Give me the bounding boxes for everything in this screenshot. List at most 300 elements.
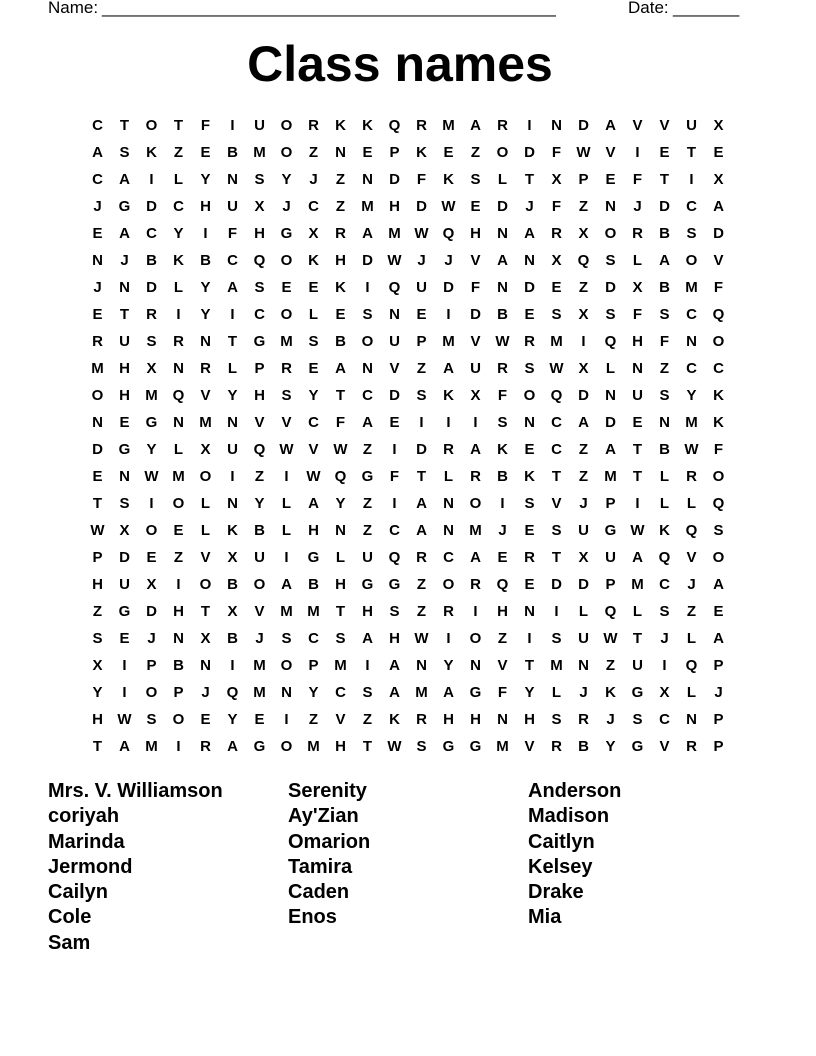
grid-letter[interactable]: N — [119, 468, 130, 485]
grid-letter[interactable]: S — [713, 522, 724, 539]
grid-letter[interactable]: I — [635, 495, 640, 512]
grid-letter[interactable]: E — [470, 198, 481, 215]
grid-letter[interactable]: I — [527, 117, 532, 134]
grid-letter[interactable]: S — [92, 630, 103, 647]
grid-letter[interactable]: S — [605, 252, 616, 269]
grid-letter[interactable]: I — [365, 279, 370, 296]
grid-letter[interactable]: D — [146, 279, 157, 296]
grid-letter[interactable]: D — [578, 387, 589, 404]
grid-letter[interactable]: C — [686, 360, 697, 377]
grid-letter[interactable]: I — [230, 117, 235, 134]
grid-letter[interactable]: A — [362, 414, 373, 431]
grid-letter[interactable]: T — [551, 468, 562, 485]
grid-letter[interactable]: G — [307, 549, 320, 566]
grid-letter[interactable]: L — [632, 603, 643, 620]
grid-letter[interactable]: W — [279, 441, 294, 458]
grid-letter[interactable]: O — [469, 630, 482, 647]
grid-letter[interactable]: A — [578, 414, 589, 431]
grid-letter[interactable]: Z — [362, 441, 373, 458]
grid-letter[interactable]: N — [281, 684, 292, 701]
grid-letter[interactable]: T — [92, 738, 103, 755]
grid-letter[interactable]: J — [525, 198, 534, 215]
grid-letter[interactable]: Q — [685, 522, 698, 539]
grid-letter[interactable]: D — [524, 144, 535, 161]
grid-letter[interactable]: I — [554, 603, 559, 620]
grid-letter[interactable]: I — [149, 171, 154, 188]
grid-letter[interactable]: B — [254, 522, 265, 539]
grid-letter[interactable]: L — [686, 684, 697, 701]
grid-letter[interactable]: Z — [578, 279, 589, 296]
grid-letter[interactable]: F — [497, 684, 508, 701]
grid-letter[interactable]: U — [578, 630, 589, 647]
grid-letter[interactable]: O — [685, 252, 698, 269]
grid-letter[interactable]: M — [550, 333, 563, 350]
grid-letter[interactable]: I — [122, 657, 127, 674]
grid-letter[interactable]: O — [172, 711, 185, 728]
grid-letter[interactable]: D — [551, 576, 562, 593]
grid-letter[interactable]: Z — [335, 171, 346, 188]
grid-letter[interactable]: E — [308, 279, 319, 296]
grid-letter[interactable]: X — [227, 549, 238, 566]
grid-letter[interactable]: V — [389, 360, 400, 377]
grid-letter[interactable]: Q — [334, 468, 347, 485]
grid-letter[interactable]: K — [227, 522, 238, 539]
grid-letter[interactable]: O — [280, 117, 293, 134]
grid-letter[interactable]: J — [660, 630, 669, 647]
grid-letter[interactable]: Z — [578, 468, 589, 485]
grid-letter[interactable]: J — [417, 252, 426, 269]
grid-letter[interactable]: Q — [172, 387, 185, 404]
grid-letter[interactable]: X — [200, 441, 211, 458]
grid-letter[interactable]: F — [632, 171, 643, 188]
grid-letter[interactable]: Y — [335, 495, 346, 512]
grid-letter[interactable]: W — [144, 468, 159, 485]
grid-letter[interactable]: A — [470, 549, 481, 566]
grid-letter[interactable]: U — [578, 522, 589, 539]
grid-letter[interactable]: I — [500, 495, 505, 512]
grid-letter[interactable]: U — [632, 387, 643, 404]
grid-letter[interactable]: A — [362, 630, 373, 647]
grid-letter[interactable]: C — [92, 171, 103, 188]
grid-letter[interactable]: W — [684, 441, 699, 458]
grid-letter[interactable]: M — [280, 333, 293, 350]
grid-letter[interactable]: Z — [578, 198, 589, 215]
grid-letter[interactable]: P — [605, 495, 616, 512]
grid-letter[interactable]: M — [631, 576, 644, 593]
grid-letter[interactable]: A — [713, 576, 724, 593]
grid-letter[interactable]: X — [254, 198, 265, 215]
grid-letter[interactable]: V — [659, 738, 670, 755]
grid-letter[interactable]: O — [145, 522, 158, 539]
grid-letter[interactable]: P — [146, 657, 157, 674]
grid-letter[interactable]: Z — [254, 468, 265, 485]
grid-letter[interactable]: G — [145, 414, 158, 431]
grid-letter[interactable]: X — [200, 630, 211, 647]
grid-letter[interactable]: N — [200, 657, 211, 674]
grid-letter[interactable]: E — [92, 225, 103, 242]
grid-letter[interactable]: P — [578, 171, 589, 188]
grid-letter[interactable]: D — [416, 441, 427, 458]
grid-letter[interactable]: Y — [200, 306, 211, 323]
grid-letter[interactable]: L — [335, 549, 346, 566]
grid-letter[interactable]: Y — [200, 279, 211, 296]
grid-letter[interactable]: Y — [146, 441, 157, 458]
grid-letter[interactable]: Q — [658, 549, 671, 566]
grid-letter[interactable]: S — [146, 711, 157, 728]
grid-letter[interactable]: C — [173, 198, 184, 215]
grid-letter[interactable]: N — [416, 657, 427, 674]
grid-letter[interactable]: Z — [470, 144, 481, 161]
grid-letter[interactable]: A — [605, 441, 616, 458]
grid-letter[interactable]: I — [689, 171, 694, 188]
grid-letter[interactable]: R — [632, 225, 643, 242]
grid-letter[interactable]: B — [659, 441, 670, 458]
grid-letter[interactable]: C — [389, 522, 400, 539]
grid-letter[interactable]: L — [686, 630, 697, 647]
grid-letter[interactable]: S — [659, 387, 670, 404]
grid-letter[interactable]: N — [497, 225, 508, 242]
grid-letter[interactable]: E — [524, 441, 535, 458]
grid-letter[interactable]: V — [659, 117, 670, 134]
grid-letter[interactable]: P — [713, 657, 724, 674]
grid-letter[interactable]: U — [389, 333, 400, 350]
grid-letter[interactable]: B — [578, 738, 589, 755]
grid-letter[interactable]: J — [309, 171, 318, 188]
grid-letter[interactable]: Q — [496, 576, 509, 593]
grid-letter[interactable]: G — [361, 468, 374, 485]
grid-letter[interactable]: M — [253, 657, 266, 674]
grid-letter[interactable]: N — [227, 495, 238, 512]
grid-letter[interactable]: H — [362, 603, 373, 620]
grid-letter[interactable]: A — [335, 360, 346, 377]
grid-letter[interactable]: O — [145, 117, 158, 134]
grid-letter[interactable]: N — [92, 252, 103, 269]
grid-letter[interactable]: I — [149, 495, 154, 512]
grid-letter[interactable]: J — [498, 522, 507, 539]
grid-letter[interactable]: I — [635, 144, 640, 161]
grid-letter[interactable]: K — [389, 711, 400, 728]
grid-letter[interactable]: F — [389, 468, 400, 485]
grid-letter[interactable]: S — [551, 630, 562, 647]
grid-letter[interactable]: I — [581, 333, 586, 350]
grid-letter[interactable]: H — [335, 252, 346, 269]
grid-letter[interactable]: G — [280, 225, 293, 242]
grid-letter[interactable]: M — [280, 603, 293, 620]
grid-letter[interactable]: M — [388, 225, 401, 242]
grid-letter[interactable]: S — [524, 360, 535, 377]
grid-letter[interactable]: Q — [253, 441, 266, 458]
grid-letter[interactable]: S — [659, 603, 670, 620]
grid-letter[interactable]: C — [443, 549, 454, 566]
grid-letter[interactable]: J — [201, 684, 210, 701]
grid-letter[interactable]: S — [686, 225, 697, 242]
grid-letter[interactable]: A — [524, 225, 535, 242]
grid-letter[interactable]: A — [713, 198, 724, 215]
grid-letter[interactable]: V — [713, 252, 724, 269]
grid-letter[interactable]: U — [605, 549, 616, 566]
grid-letter[interactable]: D — [119, 549, 130, 566]
grid-letter[interactable]: Y — [308, 684, 319, 701]
grid-letter[interactable]: H — [524, 711, 535, 728]
grid-letter[interactable]: Q — [604, 333, 617, 350]
grid-letter[interactable]: F — [551, 198, 562, 215]
grid-letter[interactable]: Z — [578, 441, 589, 458]
grid-letter[interactable]: N — [524, 603, 535, 620]
grid-letter[interactable]: O — [712, 549, 725, 566]
grid-letter[interactable]: P — [605, 576, 616, 593]
grid-letter[interactable]: R — [200, 738, 211, 755]
grid-letter[interactable]: T — [632, 630, 643, 647]
grid-letter[interactable]: Z — [362, 522, 373, 539]
grid-letter[interactable]: N — [335, 522, 346, 539]
grid-letter[interactable]: E — [308, 360, 319, 377]
grid-letter[interactable]: J — [714, 684, 723, 701]
grid-letter[interactable]: A — [119, 738, 130, 755]
grid-letter[interactable]: D — [578, 117, 589, 134]
grid-letter[interactable]: C — [335, 684, 346, 701]
grid-letter[interactable]: D — [713, 225, 724, 242]
grid-letter[interactable]: L — [659, 495, 670, 512]
grid-letter[interactable]: L — [281, 522, 292, 539]
grid-letter[interactable]: Q — [442, 225, 455, 242]
grid-letter[interactable]: X — [713, 171, 724, 188]
grid-letter[interactable]: Y — [227, 387, 238, 404]
grid-letter[interactable]: C — [146, 225, 157, 242]
grid-letter[interactable]: I — [419, 414, 424, 431]
grid-letter[interactable]: L — [551, 684, 562, 701]
grid-letter[interactable]: Y — [605, 738, 616, 755]
grid-letter[interactable]: Y — [686, 387, 697, 404]
grid-letter[interactable]: W — [90, 522, 105, 539]
grid-letter[interactable]: P — [254, 360, 265, 377]
grid-letter[interactable]: R — [524, 549, 535, 566]
grid-letter[interactable]: F — [470, 279, 481, 296]
grid-letter[interactable]: W — [603, 630, 618, 647]
grid-letter[interactable]: H — [200, 198, 211, 215]
grid-letter[interactable]: Z — [416, 603, 427, 620]
grid-letter[interactable]: F — [713, 441, 724, 458]
grid-letter[interactable]: T — [335, 387, 346, 404]
grid-letter[interactable]: A — [605, 117, 616, 134]
grid-letter[interactable]: N — [497, 711, 508, 728]
grid-letter[interactable]: B — [200, 252, 211, 269]
grid-letter[interactable]: Z — [308, 711, 319, 728]
grid-letter[interactable]: Z — [362, 711, 373, 728]
grid-letter[interactable]: S — [605, 306, 616, 323]
grid-letter[interactable]: Z — [92, 603, 103, 620]
grid-letter[interactable]: S — [497, 414, 508, 431]
grid-letter[interactable]: Z — [335, 198, 346, 215]
grid-letter[interactable]: F — [497, 387, 508, 404]
grid-letter[interactable]: E — [119, 414, 130, 431]
grid-letter[interactable]: S — [362, 306, 373, 323]
grid-letter[interactable]: O — [172, 495, 185, 512]
grid-letter[interactable]: I — [392, 441, 397, 458]
grid-letter[interactable]: N — [200, 333, 211, 350]
grid-letter[interactable]: M — [145, 738, 158, 755]
grid-letter[interactable]: P — [713, 711, 724, 728]
grid-letter[interactable]: E — [713, 603, 724, 620]
grid-letter[interactable]: E — [200, 711, 211, 728]
grid-letter[interactable]: A — [362, 225, 373, 242]
grid-letter[interactable]: I — [446, 414, 451, 431]
grid-letter[interactable]: E — [713, 144, 724, 161]
grid-letter[interactable]: O — [280, 738, 293, 755]
grid-letter[interactable]: E — [524, 306, 535, 323]
grid-letter[interactable]: P — [713, 738, 724, 755]
grid-letter[interactable]: O — [145, 684, 158, 701]
grid-letter[interactable]: A — [227, 279, 238, 296]
grid-letter[interactable]: K — [362, 117, 373, 134]
grid-letter[interactable]: M — [145, 387, 158, 404]
grid-letter[interactable]: R — [497, 117, 508, 134]
grid-letter[interactable]: J — [606, 711, 615, 728]
grid-letter[interactable]: V — [632, 117, 643, 134]
grid-letter[interactable]: A — [470, 441, 481, 458]
grid-letter[interactable]: H — [254, 387, 265, 404]
grid-letter[interactable]: V — [524, 738, 535, 755]
grid-letter[interactable]: R — [200, 360, 211, 377]
grid-letter[interactable]: R — [470, 576, 481, 593]
grid-letter[interactable]: U — [632, 657, 643, 674]
grid-letter[interactable]: N — [119, 279, 130, 296]
grid-letter[interactable]: O — [280, 252, 293, 269]
grid-letter[interactable]: E — [200, 144, 211, 161]
grid-letter[interactable]: M — [253, 144, 266, 161]
grid-letter[interactable]: B — [227, 576, 238, 593]
grid-letter[interactable]: I — [230, 468, 235, 485]
grid-letter[interactable]: R — [92, 333, 103, 350]
grid-letter[interactable]: Y — [227, 711, 238, 728]
grid-letter[interactable]: M — [469, 522, 482, 539]
grid-letter[interactable]: B — [659, 279, 670, 296]
grid-letter[interactable]: M — [496, 738, 509, 755]
grid-letter[interactable]: H — [470, 225, 481, 242]
grid-letter[interactable]: W — [441, 198, 456, 215]
grid-letter[interactable]: J — [579, 495, 588, 512]
grid-letter[interactable]: G — [469, 684, 482, 701]
grid-letter[interactable]: K — [335, 117, 346, 134]
grid-letter[interactable]: R — [308, 117, 319, 134]
grid-letter[interactable]: F — [632, 306, 643, 323]
grid-letter[interactable]: E — [119, 630, 130, 647]
grid-letter[interactable]: U — [686, 117, 697, 134]
grid-letter[interactable]: M — [415, 684, 428, 701]
grid-letter[interactable]: H — [389, 198, 400, 215]
grid-letter[interactable]: R — [686, 468, 697, 485]
grid-letter[interactable]: S — [281, 387, 292, 404]
grid-letter[interactable]: K — [497, 441, 508, 458]
grid-letter[interactable]: Z — [659, 360, 670, 377]
grid-letter[interactable]: N — [497, 279, 508, 296]
grid-letter[interactable]: C — [686, 306, 697, 323]
grid-letter[interactable]: B — [497, 468, 508, 485]
grid-letter[interactable]: M — [199, 414, 212, 431]
grid-letter[interactable]: D — [605, 279, 616, 296]
grid-letter[interactable]: B — [659, 225, 670, 242]
grid-letter[interactable]: K — [443, 171, 454, 188]
grid-letter[interactable]: Y — [173, 225, 184, 242]
grid-letter[interactable]: F — [416, 171, 427, 188]
grid-letter[interactable]: H — [335, 738, 346, 755]
grid-letter[interactable]: I — [446, 306, 451, 323]
grid-letter[interactable]: C — [308, 414, 319, 431]
grid-letter[interactable]: O — [91, 387, 104, 404]
grid-letter[interactable]: K — [335, 279, 346, 296]
grid-letter[interactable]: G — [469, 738, 482, 755]
grid-letter[interactable]: Q — [685, 657, 698, 674]
grid-letter[interactable]: X — [227, 603, 238, 620]
grid-letter[interactable]: L — [173, 279, 184, 296]
grid-letter[interactable]: E — [92, 468, 103, 485]
grid-letter[interactable]: B — [227, 144, 238, 161]
grid-letter[interactable]: V — [308, 441, 319, 458]
grid-letter[interactable]: L — [281, 495, 292, 512]
grid-letter[interactable]: Y — [200, 171, 211, 188]
grid-letter[interactable]: O — [712, 333, 725, 350]
grid-letter[interactable]: I — [473, 414, 478, 431]
grid-letter[interactable]: L — [173, 441, 184, 458]
grid-letter[interactable]: A — [416, 522, 427, 539]
grid-letter[interactable]: X — [92, 657, 103, 674]
grid-letter[interactable]: N — [686, 333, 697, 350]
grid-letter[interactable]: X — [551, 252, 562, 269]
grid-letter[interactable]: V — [254, 414, 265, 431]
grid-letter[interactable]: I — [392, 495, 397, 512]
grid-letter[interactable]: A — [632, 549, 643, 566]
grid-letter[interactable]: J — [93, 279, 102, 296]
grid-letter[interactable]: D — [524, 279, 535, 296]
grid-letter[interactable]: K — [146, 144, 157, 161]
grid-letter[interactable]: I — [176, 576, 181, 593]
grid-letter[interactable]: Q — [577, 252, 590, 269]
grid-letter[interactable]: X — [632, 279, 643, 296]
grid-letter[interactable]: P — [92, 549, 103, 566]
grid-letter[interactable]: M — [307, 738, 320, 755]
grid-letter[interactable]: E — [389, 414, 400, 431]
grid-letter[interactable]: K — [659, 522, 670, 539]
grid-letter[interactable]: L — [227, 360, 238, 377]
grid-letter[interactable]: D — [389, 387, 400, 404]
grid-letter[interactable]: U — [470, 360, 481, 377]
grid-letter[interactable]: N — [362, 360, 373, 377]
grid-letter[interactable]: S — [470, 171, 481, 188]
grid-letter[interactable]: O — [199, 468, 212, 485]
grid-letter[interactable]: C — [551, 414, 562, 431]
grid-letter[interactable]: D — [497, 198, 508, 215]
grid-letter[interactable]: N — [443, 522, 454, 539]
grid-letter[interactable]: C — [659, 576, 670, 593]
grid-letter[interactable]: I — [203, 225, 208, 242]
grid-letter[interactable]: T — [632, 441, 643, 458]
grid-letter[interactable]: E — [335, 306, 346, 323]
grid-letter[interactable]: K — [605, 684, 616, 701]
grid-letter[interactable]: S — [524, 495, 535, 512]
grid-letter[interactable]: A — [497, 252, 508, 269]
grid-letter[interactable]: T — [200, 603, 211, 620]
grid-letter[interactable]: Z — [308, 144, 319, 161]
grid-letter[interactable]: F — [551, 144, 562, 161]
grid-letter[interactable]: T — [92, 495, 103, 512]
grid-letter[interactable]: S — [281, 630, 292, 647]
grid-letter[interactable]: I — [284, 468, 289, 485]
grid-letter[interactable]: R — [146, 306, 157, 323]
grid-letter[interactable]: N — [605, 387, 616, 404]
grid-letter[interactable]: N — [605, 198, 616, 215]
grid-letter[interactable]: N — [524, 414, 535, 431]
grid-letter[interactable]: Z — [362, 495, 373, 512]
grid-letter[interactable]: R — [470, 468, 481, 485]
